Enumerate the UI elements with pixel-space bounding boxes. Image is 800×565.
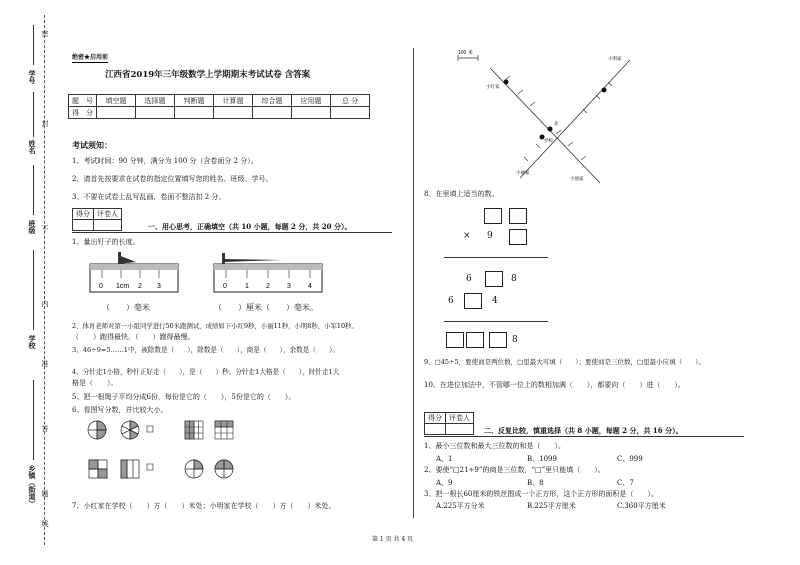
seal-xian: 线: [41, 520, 49, 527]
s2-q2-text: 2、要使“□21÷9”的商是三位数，“□”里只能填（ ）。: [424, 466, 605, 474]
grader-score-label: 得分: [73, 209, 94, 220]
q2-text-b: （ ）跑得最快，（ ）跑得最慢。: [72, 333, 195, 341]
score-input[interactable]: [175, 107, 214, 119]
fraction-figures: [85, 418, 245, 490]
score-cell: 选择题: [136, 95, 175, 107]
page-title: 江西省2019年三年级数学上学期期末考试试卷 含答案: [105, 70, 311, 80]
grader-score-input[interactable]: [73, 220, 94, 231]
compare-boxes: [147, 426, 153, 470]
answer-box[interactable]: [509, 208, 527, 224]
fraction-circle-4: [215, 460, 233, 478]
q8-text: 8、在里填上适当的数。: [424, 190, 499, 198]
note-item: 3、不要在试卷上乱写乱画，卷面不整洁扣 2 分。: [72, 193, 226, 201]
fraction-rect-1: [89, 460, 107, 478]
map-points: [504, 80, 607, 140]
binding-line: [44, 15, 45, 545]
s2-q3-opt[interactable]: B.225平方厘米: [527, 502, 576, 510]
ruler-2-answer: （ ）厘米（ ）毫米。: [214, 303, 318, 312]
map-label: 小强家: [570, 176, 584, 181]
rule-line: [444, 321, 548, 322]
ruler-tick-label: 1cm: [116, 283, 130, 290]
section1-underline: [72, 232, 392, 233]
fraction-circle-2: [121, 421, 139, 439]
map-label: 小红家: [486, 84, 500, 89]
digit: 8: [511, 274, 517, 284]
ruler-tick-label: 2: [266, 283, 270, 290]
label-xuehao: 学号: [28, 70, 37, 84]
column-divider: [413, 48, 414, 518]
ruler-1-answer: （ ）毫米: [102, 303, 150, 312]
digit: 6: [466, 274, 472, 284]
digit: 6: [448, 296, 454, 306]
field-xiangzhen: [33, 380, 34, 460]
ruler-tick-label: 0: [223, 283, 227, 290]
fraction-circle-3: [185, 460, 203, 478]
answer-box[interactable]: [485, 271, 503, 287]
score-cell: 判断题: [175, 95, 214, 107]
score-cell: 综合题: [253, 95, 292, 107]
digit: 8: [512, 335, 518, 345]
grader-box-1: [72, 208, 122, 231]
score-input[interactable]: [292, 107, 331, 119]
grader-reviewer-label: 评卷人: [446, 413, 474, 424]
answer-box[interactable]: [464, 293, 482, 309]
grader-reviewer-label: 评卷人: [94, 209, 122, 220]
score-input[interactable]: [253, 107, 292, 119]
ruler-tick-label: 2: [138, 283, 142, 290]
q5-text: 5、把一根绳子平均分成6份，每份是它的（ ），5份是它的（ ）。: [72, 393, 296, 401]
score-table: [68, 94, 370, 119]
map-label: 小丽家: [516, 170, 530, 175]
ruler-tick-label: 1: [245, 283, 249, 290]
score-input[interactable]: [214, 107, 253, 119]
answer-box[interactable]: [446, 332, 464, 348]
s2-q3-text: 3、把一根长60厘米的铁丝围成一个正方形，这个正方形的面积是（ ）。: [424, 490, 658, 498]
score-input[interactable]: [136, 107, 175, 119]
q9-text: 9、□45÷5，要使商是两位数，□里最大可填（ ）；要使商是三位数，□里最小应填（ ）。: [424, 358, 705, 366]
seal-bu: 不: [41, 225, 49, 232]
s2-q3-opt[interactable]: C.360平方厘米: [617, 502, 666, 510]
seal-ti: 题: [41, 490, 49, 497]
road-ticks: [505, 76, 612, 161]
label-xuexiao: 学校: [28, 335, 37, 349]
ruler-tick-label: 4: [308, 283, 312, 290]
s2-q1-opt[interactable]: C、999: [617, 455, 643, 463]
section2-heading: 二、反复比较，慎重选择（共 8 小题，每题 2 分，共 16 分）。: [484, 426, 683, 435]
nail-icon: [224, 259, 282, 262]
s2-q2-opt[interactable]: C、7: [617, 479, 634, 487]
score-row-label: 得 分: [69, 107, 97, 119]
ruler-tick-label: 0: [99, 283, 103, 290]
page-footer: 第 1 页 共 4 页: [372, 536, 414, 543]
q10-text: 10、在进位加法中，不管哪一位上的数相加满（ ），都要向（ ）进（ ）。: [424, 381, 685, 389]
score-cell: 应用题: [292, 95, 331, 107]
note-item: 2、请首先按要求在试卷的指定位置填写您的姓名、班级、学号。: [72, 175, 273, 183]
note-item: 1、考试时间：90 分钟，满分为 100 分（含卷面分 2 分）。: [72, 157, 258, 165]
seal-feng: 封: [41, 120, 49, 127]
digit: 9: [487, 231, 493, 241]
field-banji: [33, 165, 34, 215]
s2-q2-opt[interactable]: B、8: [527, 479, 544, 487]
grader-score-input[interactable]: [425, 424, 446, 435]
road-lines: [490, 60, 630, 183]
ruler-1: [88, 250, 183, 295]
field-xuexiao: [33, 250, 34, 330]
label-xiangzhen: 乡镇（街道）: [28, 465, 37, 507]
section1-heading: 一、用心思考，正确填空（共 10 小题，每题 2 分，共 20 分）。: [148, 222, 352, 231]
direction-map: [450, 48, 640, 188]
q7-text: 7、小红家在学校（ ）方（ ）米处；小明家在学校（ ）方（ ）米处。: [72, 502, 336, 510]
fraction-grid-1: [185, 421, 203, 439]
answer-box[interactable]: [509, 229, 527, 245]
grader-box-2: [424, 412, 474, 435]
q4-text: 4、分针走1小格，秒针正好走（ ），是（ ）秒。分针走1大格是（ ），时针走1大: [72, 368, 340, 376]
q1-text: 1、量出钉子的长度。: [72, 238, 140, 246]
times-sign: ×: [463, 231, 471, 241]
fraction-circle-1: [88, 421, 106, 439]
ruler-2: [212, 250, 327, 295]
score-cell: 总 分: [331, 95, 370, 107]
field-xingming: [33, 92, 34, 137]
seal-mi: 密: [41, 30, 49, 37]
q3-text: 3、46÷9=5……1中，被除数是（ ），除数是（ ），商是（ ），余数是（ ）。: [72, 346, 339, 354]
grader-reviewer-input[interactable]: [94, 220, 122, 231]
score-cell: 题 号: [69, 95, 97, 107]
answer-box[interactable]: [466, 332, 484, 348]
fraction-rect-2: [121, 460, 139, 478]
ruler-tick-label: 3: [287, 283, 291, 290]
ruler-tick-label: 3: [157, 283, 161, 290]
rule-line: [444, 257, 548, 258]
s2-q3-opt[interactable]: A.225平方分米: [436, 502, 485, 510]
map-label: 学校: [544, 138, 553, 143]
field-xuehao: [33, 25, 34, 65]
score-input[interactable]: [331, 107, 370, 119]
seal-nei: 内: [41, 300, 49, 307]
s2-q2-opt[interactable]: A、9: [436, 479, 453, 487]
score-input[interactable]: [97, 107, 136, 119]
s2-q1-opt[interactable]: B、1099: [527, 455, 557, 463]
map-label: 小明家: [608, 56, 622, 61]
notes-heading: 考试须知：: [72, 140, 112, 150]
q6-text: 6、看图写分数，并比较大小。: [72, 406, 168, 414]
seal-zhun: 准: [41, 360, 49, 367]
answer-box[interactable]: [489, 332, 507, 348]
score-cell: 填空题: [97, 95, 136, 107]
s2-q1-opt[interactable]: A、1: [436, 455, 453, 463]
q2-text: 2、体育老师对第一小组同学进行50米跑测试，成绩如下小红9秒，小丽11秒，小明8秒，小军10秒。: [72, 322, 358, 330]
digit: 4: [492, 296, 498, 306]
label-xingming: 姓名: [28, 140, 37, 154]
north-label: 北: [554, 121, 559, 126]
answer-box[interactable]: [484, 208, 502, 224]
scale-label: 100 米: [458, 50, 473, 56]
score-cell: 计算题: [214, 95, 253, 107]
s2-q1-text: 1、最小三位数和最大三位数的和是（ ）。: [424, 442, 565, 450]
section2-underline: [424, 436, 744, 437]
grader-score-label: 得分: [425, 413, 446, 424]
score-value-row: [69, 107, 370, 119]
stamp-label: 绝密★启用前: [72, 54, 109, 61]
fraction-grid-2: [215, 421, 233, 439]
label-banji: 班级: [28, 220, 37, 234]
q4-text-b: 格是（ ）。: [72, 379, 118, 387]
seal-da: 答: [41, 425, 49, 432]
grader-reviewer-input[interactable]: [446, 424, 474, 435]
score-header-row: [69, 95, 370, 107]
